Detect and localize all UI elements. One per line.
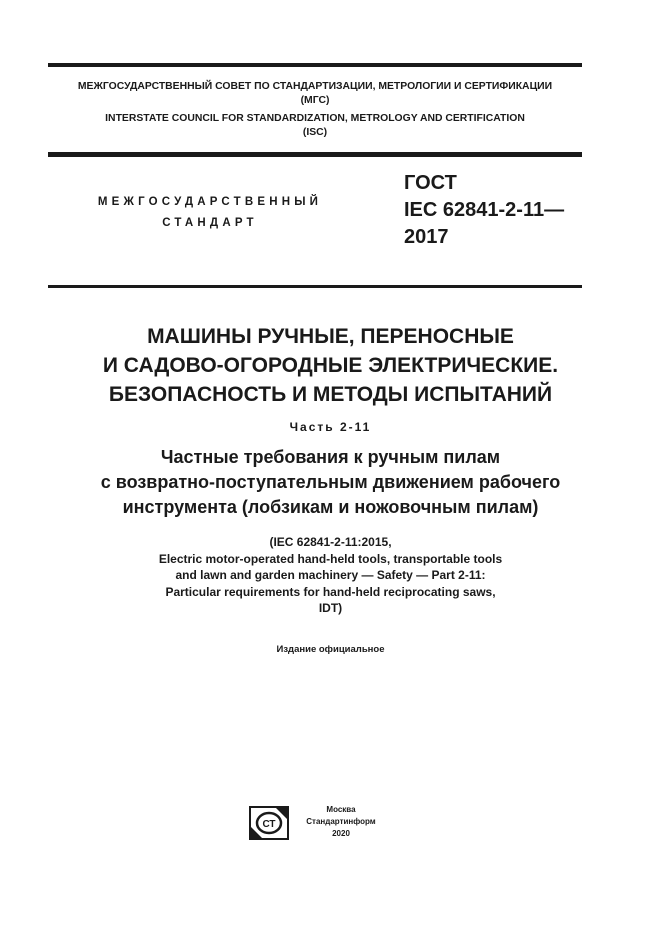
standard-kind: [60, 192, 360, 234]
iec-reference-line-4: Particular requirements for hand-held reciprocating saws,: [165, 584, 496, 599]
publisher-imprint: [296, 804, 386, 840]
subtitle-line-3: инструмента (лобзикам и ножовочным пилам): [122, 497, 539, 517]
title-line-2: И САДОВО-ОГОРОДНЫЕ ЭЛЕКТРИЧЕСКИЕ.: [102, 354, 559, 377]
iec-reference-line-1: (IEC 62841-2-11:2015,: [269, 535, 392, 549]
subtitle-line-2: с возвратно-поступательным движением рабочего: [100, 472, 561, 492]
designation-year: 2017: [404, 226, 449, 248]
title-line-1: МАШИНЫ РУЧНЫЕ, ПЕРЕНОСНЫЕ: [147, 325, 514, 348]
publisher-name: Стандартинформ: [306, 817, 376, 826]
top-rule: [48, 63, 582, 67]
council-en-abbreviation: (ISC): [302, 127, 328, 138]
iec-reference-line-2: Electric motor-operated hand-held tools, transportable tools: [158, 551, 503, 566]
council-ru-abbreviation: (МГС): [300, 95, 330, 106]
standard-designation: [404, 170, 564, 251]
title-line-3: БЕЗОПАСНОСТЬ И МЕТОДЫ ИСПЫТАНИЙ: [108, 383, 553, 406]
publisher-city: Москва: [326, 805, 356, 814]
council-en-line-1: INTERSTATE COUNCIL FOR STANDARDIZATION, METROLOGY AND CERTIFICATION: [105, 113, 525, 124]
publisher-year: 2020: [332, 829, 350, 838]
council-name-english: [48, 112, 582, 140]
document-title: [20, 322, 641, 409]
council-ru-line-1: МЕЖГОСУДАРСТВЕННЫЙ СОВЕТ ПО СТАНДАРТИЗАЦИИ, МЕТРОЛОГИИ И СЕРТИФИКАЦИИ: [77, 81, 553, 92]
iec-reference: [20, 534, 641, 617]
designation-gost: ГОСТ: [404, 172, 457, 194]
iec-reference-line-3: and lawn and garden machinery — Safety — Part 2-11:: [175, 568, 486, 583]
edition-note: Издание официальное: [276, 644, 385, 655]
designation-number: IEC 62841-2-11—: [404, 199, 565, 221]
standard-kind-line-1: МЕЖГОСУДАРСТВЕННЫЙ: [97, 196, 323, 208]
standard-kind-line-2: СТАНДАРТ: [162, 217, 258, 229]
council-name-russian: [48, 80, 582, 108]
middle-rule: [48, 152, 582, 157]
part-label: Часть 2-11: [289, 420, 372, 434]
document-subtitle: [20, 445, 641, 520]
bottom-rule: [48, 285, 582, 288]
iec-reference-line-5: IDT): [318, 601, 343, 616]
subtitle-line-1: Частные требования к ручным пилам: [160, 447, 501, 467]
svg-text:СТ: СТ: [262, 819, 276, 830]
publisher-logo-icon: [249, 806, 289, 840]
